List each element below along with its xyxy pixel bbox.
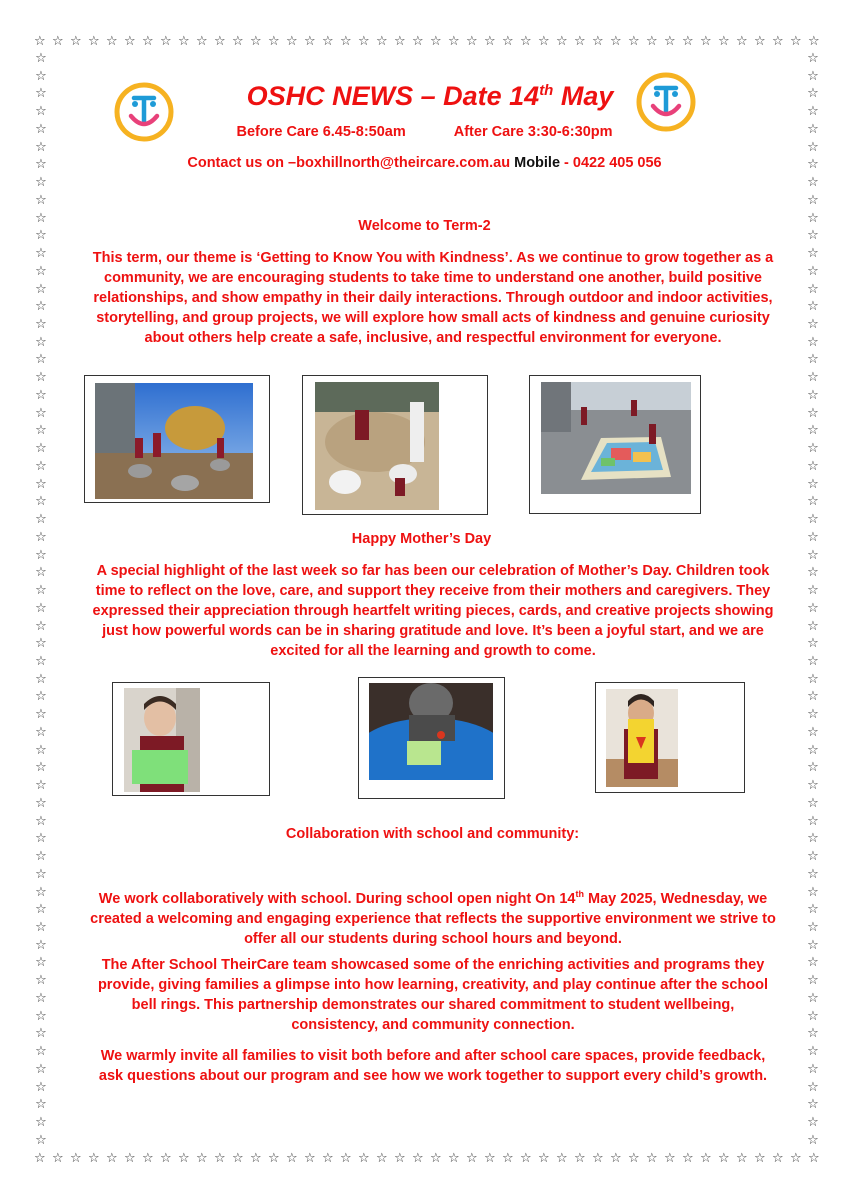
border-star-icon: ☆ [358, 1151, 370, 1166]
border-star-icon: ☆ [807, 795, 819, 811]
border-star-icon: ☆ [807, 228, 819, 244]
border-star-icon: ☆ [807, 68, 819, 84]
border-star-icon: ☆ [160, 1151, 172, 1166]
term2-body: This term, our theme is ‘Getting to Know You with Kindness’. As we continue to grow together as a community, we are encouraging students to take time to understand one another, build positive relationships, and show empathy in their daily interactions. Through outdoor and indoor activities, storytelling, and group projects, we will explore how small acts of kindness and genuine curiosity about others help create a safe, inclusive, and respectful environment for everyone. [92, 250, 774, 346]
photo-child-writing-card [369, 683, 493, 780]
border-star-icon: ☆ [35, 529, 47, 545]
mobile-label: Mobile [514, 155, 561, 171]
border-star-icon: ☆ [35, 547, 47, 563]
border-star-icon: ☆ [807, 1132, 819, 1148]
border-star-icon: ☆ [35, 86, 47, 102]
border-star-icon: ☆ [35, 1026, 47, 1042]
border-star-icon: ☆ [807, 1008, 819, 1024]
border-star-icon: ☆ [35, 139, 47, 155]
border-star-icon: ☆ [35, 583, 47, 599]
border-star-icon: ☆ [807, 919, 819, 935]
collab-p1-sup: th [575, 889, 584, 899]
border-star-icon: ☆ [520, 34, 532, 49]
border-star-icon: ☆ [35, 1044, 47, 1060]
border-star-icon: ☆ [412, 34, 424, 49]
border-star-icon: ☆ [232, 1151, 244, 1166]
border-star-icon: ☆ [214, 1151, 226, 1166]
photo-giant-board-game [541, 382, 691, 494]
border-star-icon: ☆ [628, 1151, 640, 1166]
border-star-icon: ☆ [304, 34, 316, 49]
border-star-icon: ☆ [807, 352, 819, 368]
border-star-icon: ☆ [394, 1151, 406, 1166]
border-star-icon: ☆ [807, 175, 819, 191]
border-star-icon: ☆ [35, 317, 47, 333]
collab-p1-a: We work collaboratively with school. During school open night On 14 [98, 890, 576, 907]
border-star-icon: ☆ [35, 175, 47, 191]
mothers-day-heading: Happy Mother’s Day [351, 531, 492, 547]
border-star-icon: ☆ [807, 547, 819, 563]
border-star-icon: ☆ [35, 121, 47, 137]
border-star-icon: ☆ [807, 458, 819, 474]
border-star-icon: ☆ [394, 34, 406, 49]
border-star-icon: ☆ [807, 387, 819, 403]
border-star-icon: ☆ [790, 1151, 802, 1166]
border-star-icon: ☆ [807, 724, 819, 740]
border-star-icon: ☆ [304, 1151, 316, 1166]
border-star-icon: ☆ [502, 1151, 514, 1166]
border-star-icon: ☆ [322, 1151, 334, 1166]
border-star-icon: ☆ [35, 405, 47, 421]
border-star-icon: ☆ [35, 352, 47, 368]
border-star-icon: ☆ [35, 831, 47, 847]
term2-heading: Welcome to Term-2 [358, 218, 491, 234]
border-star-icon: ☆ [807, 139, 819, 155]
collaboration-heading: Collaboration with school and community: [285, 826, 580, 842]
border-star-icon: ☆ [35, 441, 47, 457]
border-star-icon: ☆ [35, 192, 47, 208]
border-star-icon: ☆ [807, 1079, 819, 1095]
border-star-icon: ☆ [35, 494, 47, 510]
photo-frame-sandpit [302, 375, 488, 515]
border-star-icon: ☆ [610, 1151, 622, 1166]
collaboration-paragraph-3: We warmly invite all families to visit both before and after school care spaces, provide feedback, ask questions about our program and see how we work together to support every child’s growth. [98, 1048, 768, 1084]
border-star-icon: ☆ [807, 600, 819, 616]
border-star-icon: ☆ [807, 778, 819, 794]
border-star-icon: ☆ [35, 760, 47, 776]
border-star-icon: ☆ [700, 1151, 712, 1166]
border-star-icon: ☆ [484, 34, 496, 49]
border-star-icon: ☆ [807, 902, 819, 918]
border-star-icon: ☆ [196, 1151, 208, 1166]
border-star-icon: ☆ [35, 104, 47, 120]
border-star-icon: ☆ [160, 34, 172, 49]
border-star-icon: ☆ [196, 34, 208, 49]
border-star-icon: ☆ [807, 866, 819, 882]
border-star-icon: ☆ [35, 902, 47, 918]
border-star-icon: ☆ [807, 849, 819, 865]
border-star-icon: ☆ [807, 210, 819, 226]
border-star-icon: ☆ [556, 34, 568, 49]
border-star-icon: ☆ [35, 263, 47, 279]
border-star-icon: ☆ [232, 34, 244, 49]
border-star-icon: ☆ [35, 955, 47, 971]
border-star-icon: ☆ [807, 476, 819, 492]
border-star-icon: ☆ [214, 34, 226, 49]
photo-boy-with-green-card [124, 688, 200, 792]
photo-frame-yellow-card [595, 682, 745, 793]
border-star-icon: ☆ [35, 689, 47, 705]
border-star-icon: ☆ [682, 34, 694, 49]
border-star-icon: ☆ [106, 1151, 118, 1166]
after-care-hours: After Care 3:30-6:30pm [453, 124, 613, 140]
border-star-icon: ☆ [807, 1097, 819, 1113]
border-star-icon: ☆ [35, 813, 47, 829]
border-star-icon: ☆ [807, 263, 819, 279]
border-star-icon: ☆ [807, 583, 819, 599]
border-star-icon: ☆ [70, 1151, 82, 1166]
border-star-icon: ☆ [35, 476, 47, 492]
border-star-icon: ☆ [646, 1151, 658, 1166]
border-star-icon: ☆ [646, 34, 658, 49]
border-star-icon: ☆ [807, 1026, 819, 1042]
border-star-icon: ☆ [520, 1151, 532, 1166]
photo-frame-giant-board [529, 375, 701, 514]
border-star-icon: ☆ [807, 955, 819, 971]
border-star-icon: ☆ [807, 51, 819, 66]
border-star-icon: ☆ [35, 724, 47, 740]
border-star-icon: ☆ [88, 1151, 100, 1166]
border-star-icon: ☆ [35, 795, 47, 811]
border-star-icon: ☆ [502, 34, 514, 49]
border-star-icon: ☆ [807, 937, 819, 953]
border-star-icon: ☆ [807, 813, 819, 829]
border-star-icon: ☆ [35, 884, 47, 900]
contact-line [0, 155, 849, 171]
care-hours [0, 121, 849, 140]
border-star-icon: ☆ [286, 34, 298, 49]
border-star-icon: ☆ [807, 831, 819, 847]
border-star-icon: ☆ [664, 34, 676, 49]
border-star-icon: ☆ [35, 707, 47, 723]
border-star-icon: ☆ [286, 1151, 298, 1166]
border-star-icon: ☆ [35, 299, 47, 315]
border-star-icon: ☆ [807, 334, 819, 350]
border-star-icon: ☆ [376, 1151, 388, 1166]
border-star-icon: ☆ [807, 192, 819, 208]
border-star-icon: ☆ [250, 34, 262, 49]
border-star-icon: ☆ [807, 512, 819, 528]
border-star-icon: ☆ [772, 34, 784, 49]
border-star-icon: ☆ [340, 1151, 352, 1166]
border-star-icon: ☆ [807, 884, 819, 900]
border-star-icon: ☆ [124, 34, 136, 49]
border-star-icon: ☆ [807, 494, 819, 510]
border-star-icon: ☆ [35, 990, 47, 1006]
border-star-icon: ☆ [736, 34, 748, 49]
border-star-icon: ☆ [88, 34, 100, 49]
border-star-icon: ☆ [807, 441, 819, 457]
border-star-icon: ☆ [807, 653, 819, 669]
border-star-icon: ☆ [466, 34, 478, 49]
border-star-icon: ☆ [124, 1151, 136, 1166]
photo-boy-with-yellow-card [606, 689, 678, 787]
border-star-icon: ☆ [807, 281, 819, 297]
border-star-icon: ☆ [556, 1151, 568, 1166]
border-star-icon: ☆ [574, 1151, 586, 1166]
border-star-icon: ☆ [35, 423, 47, 439]
border-star-icon: ☆ [35, 849, 47, 865]
border-star-icon: ☆ [754, 1151, 766, 1166]
collab-p1-b: May 2025, Wednesday, we created a welcoming and engaging experience that reflects the supportive environment we strive to offer all our students during school hours and beyond. [90, 890, 776, 947]
star-border-right [806, 52, 820, 1148]
border-star-icon: ☆ [106, 34, 118, 49]
border-star-icon: ☆ [358, 34, 370, 49]
border-star-icon: ☆ [736, 1151, 748, 1166]
border-star-icon: ☆ [35, 334, 47, 350]
border-star-icon: ☆ [448, 34, 460, 49]
border-star-icon: ☆ [178, 34, 190, 49]
border-star-icon: ☆ [592, 34, 604, 49]
border-star-icon: ☆ [250, 1151, 262, 1166]
border-star-icon: ☆ [430, 34, 442, 49]
border-star-icon: ☆ [35, 742, 47, 758]
border-star-icon: ☆ [628, 34, 640, 49]
border-star-icon: ☆ [35, 281, 47, 297]
border-star-icon: ☆ [35, 68, 47, 84]
border-star-icon: ☆ [466, 1151, 478, 1166]
title-sup: th [539, 82, 554, 99]
border-star-icon: ☆ [35, 458, 47, 474]
border-star-icon: ☆ [142, 34, 154, 49]
star-border-top [34, 35, 820, 49]
border-star-icon: ☆ [718, 34, 730, 49]
border-star-icon: ☆ [807, 990, 819, 1006]
border-star-icon: ☆ [610, 34, 622, 49]
border-star-icon: ☆ [35, 246, 47, 262]
border-star-icon: ☆ [35, 866, 47, 882]
border-star-icon: ☆ [35, 512, 47, 528]
border-star-icon: ☆ [35, 937, 47, 953]
border-star-icon: ☆ [807, 246, 819, 262]
contact-email: Contact us on –boxhillnorth@theircare.com.au [187, 155, 515, 171]
border-star-icon: ☆ [35, 1079, 47, 1095]
border-star-icon: ☆ [35, 653, 47, 669]
border-star-icon: ☆ [268, 1151, 280, 1166]
border-star-icon: ☆ [52, 1151, 64, 1166]
border-star-icon: ☆ [35, 919, 47, 935]
border-star-icon: ☆ [807, 689, 819, 705]
border-star-icon: ☆ [807, 671, 819, 687]
border-star-icon: ☆ [35, 228, 47, 244]
border-star-icon: ☆ [35, 370, 47, 386]
border-star-icon: ☆ [807, 565, 819, 581]
border-star-icon: ☆ [35, 1132, 47, 1148]
border-star-icon: ☆ [538, 34, 550, 49]
border-star-icon: ☆ [35, 387, 47, 403]
border-star-icon: ☆ [340, 34, 352, 49]
border-star-icon: ☆ [807, 1061, 819, 1077]
border-star-icon: ☆ [142, 1151, 154, 1166]
border-star-icon: ☆ [807, 636, 819, 652]
border-star-icon: ☆ [807, 121, 819, 137]
border-star-icon: ☆ [430, 1151, 442, 1166]
mobile-number: - 0422 405 056 [560, 155, 662, 171]
border-star-icon: ☆ [718, 1151, 730, 1166]
border-star-icon: ☆ [574, 34, 586, 49]
border-star-icon: ☆ [35, 600, 47, 616]
collaboration-paragraph-1 [88, 884, 778, 949]
border-star-icon: ☆ [70, 34, 82, 49]
photo-children-on-rocks [95, 383, 253, 499]
border-star-icon: ☆ [807, 618, 819, 634]
border-star-icon: ☆ [807, 299, 819, 315]
border-star-icon: ☆ [808, 34, 820, 49]
border-star-icon: ☆ [376, 34, 388, 49]
border-star-icon: ☆ [807, 973, 819, 989]
title-end: May [553, 81, 614, 111]
border-star-icon: ☆ [178, 1151, 190, 1166]
border-star-icon: ☆ [35, 565, 47, 581]
mothers-day-body: A special highlight of the last week so far has been our celebration of Mother’s Day. Children took time to reflect on the love, care, and support they receive from their mothers and caregivers. They expressed their appreciation through heartfelt writing pieces, cards, and creative projects showing just how powerful words can be in sharing gratitude and love. It’s been a joyful start, and we are excited for all the learning and growth to come. [92, 563, 774, 659]
border-star-icon: ☆ [807, 405, 819, 421]
border-star-icon: ☆ [52, 34, 64, 49]
photo-frame-playground [84, 375, 270, 503]
border-star-icon: ☆ [664, 1151, 676, 1166]
photo-children-in-sandpit [315, 382, 439, 510]
border-star-icon: ☆ [35, 778, 47, 794]
border-star-icon: ☆ [35, 618, 47, 634]
border-star-icon: ☆ [807, 317, 819, 333]
border-star-icon: ☆ [807, 742, 819, 758]
border-star-icon: ☆ [807, 423, 819, 439]
border-star-icon: ☆ [448, 1151, 460, 1166]
border-star-icon: ☆ [412, 1151, 424, 1166]
collaboration-paragraph-2: The After School TheirCare team showcased some of the enriching activities and programs they provide, giving families a glimpse into how learning, creativity, and play continue after the school bell rings. This partnership demonstrates our shared commitment to student wellbeing, consistency, and community connection. [97, 957, 769, 1033]
border-star-icon: ☆ [807, 157, 819, 173]
border-star-icon: ☆ [790, 34, 802, 49]
border-star-icon: ☆ [35, 51, 47, 66]
border-star-icon: ☆ [35, 1061, 47, 1077]
border-star-icon: ☆ [592, 1151, 604, 1166]
border-star-icon: ☆ [700, 34, 712, 49]
border-star-icon: ☆ [34, 34, 46, 49]
border-star-icon: ☆ [772, 1151, 784, 1166]
before-care-hours: Before Care 6.45-8:50am [236, 124, 406, 140]
star-border-left [34, 52, 48, 1148]
border-star-icon: ☆ [807, 529, 819, 545]
border-star-icon: ☆ [807, 1115, 819, 1131]
border-star-icon: ☆ [35, 973, 47, 989]
border-star-icon: ☆ [35, 210, 47, 226]
border-star-icon: ☆ [322, 34, 334, 49]
border-star-icon: ☆ [807, 760, 819, 776]
border-star-icon: ☆ [35, 1008, 47, 1024]
border-star-icon: ☆ [807, 1044, 819, 1060]
border-star-icon: ☆ [807, 370, 819, 386]
border-star-icon: ☆ [268, 34, 280, 49]
border-star-icon: ☆ [35, 157, 47, 173]
border-star-icon: ☆ [34, 1151, 46, 1166]
photo-frame-writing-table [358, 677, 505, 799]
photo-frame-card-boy [112, 682, 270, 796]
newsletter-title [230, 74, 630, 113]
star-border-bottom [34, 1152, 820, 1166]
border-star-icon: ☆ [754, 34, 766, 49]
border-star-icon: ☆ [807, 86, 819, 102]
border-star-icon: ☆ [35, 1115, 47, 1131]
title-main: OSHC NEWS – Date 14 [246, 81, 540, 111]
border-star-icon: ☆ [807, 707, 819, 723]
border-star-icon: ☆ [682, 1151, 694, 1166]
border-star-icon: ☆ [484, 1151, 496, 1166]
border-star-icon: ☆ [35, 636, 47, 652]
border-star-icon: ☆ [538, 1151, 550, 1166]
border-star-icon: ☆ [808, 1151, 820, 1166]
border-star-icon: ☆ [35, 671, 47, 687]
border-star-icon: ☆ [35, 1097, 47, 1113]
border-star-icon: ☆ [807, 104, 819, 120]
